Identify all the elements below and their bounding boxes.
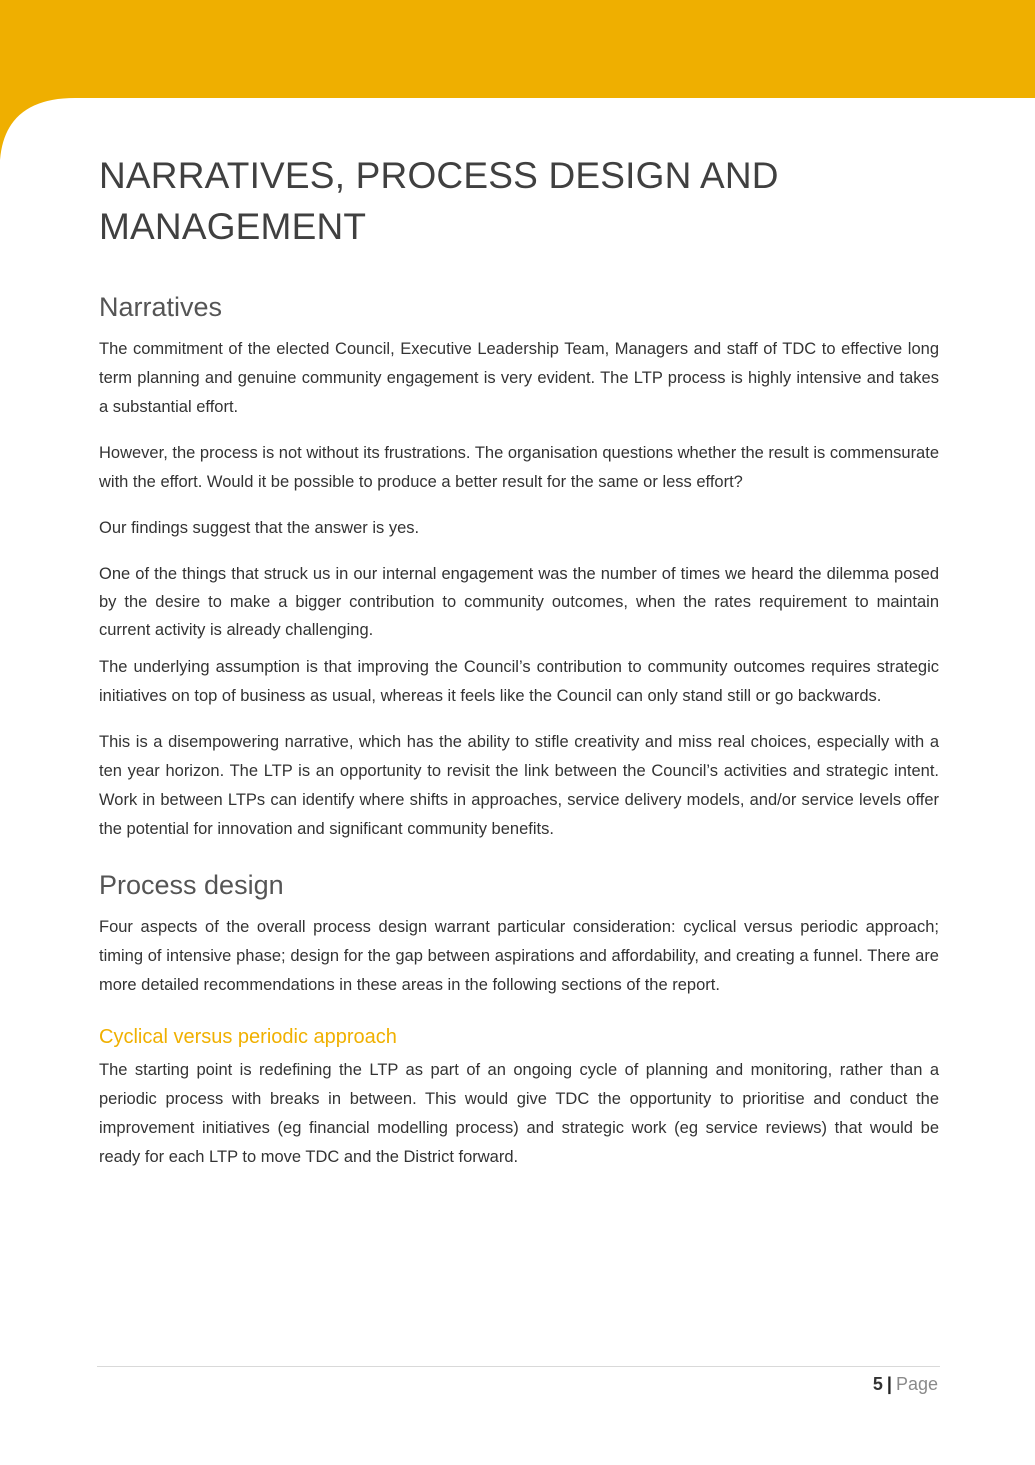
header-band-shape (0, 0, 1035, 160)
narratives-paragraph: The commitment of the elected Council, Executive Leadership Team, Managers and staff of TDC to effective long term planning and genuine community engagement is very evident. The LTP process is highly intensive and takes a substantial effort. (99, 340, 939, 416)
cyclical-approach-paragraph: The starting point is redefining the LTP as part of an ongoing cycle of planning and monitoring, rather than a periodic process with breaks in between. This would give TDC the opportunity to prioritise and conduct the improvement initiatives (eg financial modelling process) and strategic work (eg service reviews) that would be ready for each LTP to move TDC and the District forward. (99, 1061, 939, 1166)
narratives-paragraph: The underlying assumption is that improving the Council’s contribution to community outcomes requires strategic initiatives on top of business as usual, whereas it feels like the Council can only stand still or go backwards. (99, 658, 939, 705)
narratives-paragraph: This is a disempowering narrative, which has the ability to stifle creativity and miss real choices, especially with a ten year horizon. The LTP is an opportunity to revisit the link between the Council’s activities and strategic intent. Work in between LTPs can identify where shifts in approaches, service delivery models, and/or service levels offer the potential for innovation and significant community benefits. (99, 733, 939, 838)
narratives-paragraph: However, the process is not without its frustrations. The organisation questions whether the result is commensurate with the effort. Would it be possible to produce a better result for the same or less effort? (99, 444, 939, 491)
page-title: NARRATIVES, PROCESS DESIGN AND MANAGEMENT (99, 155, 779, 247)
page-content (99, 150, 939, 1172)
narratives-paragraph: Our findings suggest that the answer is yes. (99, 519, 420, 537)
page-separator: | (886, 1374, 892, 1394)
footer-divider (97, 1366, 940, 1367)
page-number: 5 (872, 1374, 883, 1394)
page-footer (873, 1372, 938, 1396)
narratives-heading: Narratives (99, 292, 223, 322)
narratives-paragraph: One of the things that struck us in our internal engagement was the number of times we heard the dilemma posed by the desire to make a bigger contribution to community outcomes, when the rates requirement to maintain current activity is already challenging. (99, 565, 939, 639)
page-label: Page (895, 1374, 938, 1394)
process-design-paragraph: Four aspects of the overall process design warrant particular consideration: cyclical versus periodic approach; timing of intensive phase; design for the gap between aspirations and affordability, and creating a funnel. There are more detailed recommendations in these areas in the following sections of the report. (99, 918, 939, 994)
cyclical-approach-heading: Cyclical versus periodic approach (99, 1026, 397, 1048)
header-band (0, 0, 1035, 170)
process-design-heading: Process design (99, 870, 284, 900)
